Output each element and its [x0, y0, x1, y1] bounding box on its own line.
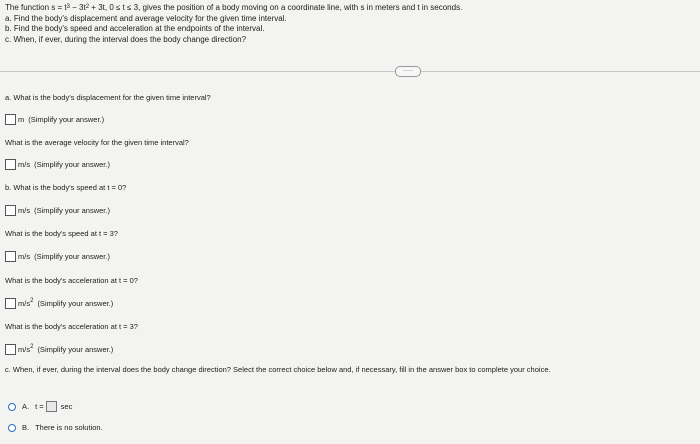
hint-text: (Simplify your answer.) — [37, 299, 114, 308]
hint-text: (Simplify your answer.) — [34, 160, 110, 169]
answer-row-displacement — [5, 114, 104, 125]
unit-label: $m/s^2$ — [18, 344, 34, 354]
answer-row-acceleration-t3 — [5, 344, 113, 355]
choice-a-prefix: t = — [35, 402, 44, 411]
question-speed-t3: What is the body's speed at t = 3? — [5, 229, 118, 238]
problem-part-a: a. Find the body's displacement and average velocity for the given time interval. — [5, 13, 287, 23]
hint-text: (Simplify your answer.) — [34, 206, 110, 215]
expand-more-button[interactable]: ····· — [395, 66, 421, 77]
section-divider — [0, 71, 700, 72]
question-acceleration-t0: What is the body's acceleration at t = 0? — [5, 276, 138, 285]
answer-row-speed-t0 — [5, 205, 110, 216]
answer-row-acceleration-t0 — [5, 298, 113, 309]
question-average-velocity: What is the average velocity for the given time interval? — [5, 138, 189, 147]
speed-t3-input[interactable] — [5, 251, 16, 262]
choice-a[interactable] — [8, 401, 72, 412]
choice-b[interactable] — [8, 423, 103, 432]
choice-a-unit: sec — [60, 402, 73, 411]
hint-text: (Simplify your answer.) — [37, 345, 114, 354]
unit-label: $m/s^2$ — [18, 298, 34, 308]
answer-row-speed-t3 — [5, 251, 110, 262]
question-acceleration-t3: What is the body's acceleration at t = 3? — [5, 322, 138, 331]
choice-a-radio[interactable] — [8, 403, 16, 411]
time-input[interactable] — [46, 401, 57, 412]
choice-b-text: There is no solution. — [35, 423, 103, 432]
choice-b-radio[interactable] — [8, 424, 16, 432]
unit-label: m/s — [18, 206, 31, 215]
speed-t0-input[interactable] — [5, 205, 16, 216]
question-speed-t0: b. What is the body's speed at t = 0? — [5, 183, 127, 192]
choice-b-label: B. — [22, 423, 30, 432]
acceleration-t0-input[interactable] — [5, 298, 16, 309]
average-velocity-input[interactable] — [5, 159, 16, 170]
question-change-direction: c. When, if ever, during the interval does the body change direction? Select the correct choice below and, if necessary, fill in the answer box to complete your choice. — [5, 365, 551, 374]
problem-intro: The function $s = t^3 - 3t^2 + 3t$, 0 ≤ t ≤ 3, gives the position of a body moving on a coordinate line, with s in meters and t in seconds. — [5, 3, 463, 12]
hint-text: (Simplify your answer.) — [28, 115, 105, 124]
problem-part-b: b. Find the body's speed and acceleration at the endpoints of the interval. — [5, 24, 265, 33]
acceleration-t3-input[interactable] — [5, 344, 16, 355]
problem-statement — [5, 3, 462, 45]
unit-label: m — [18, 115, 25, 124]
problem-part-c: c. When, if ever, during the interval does the body change direction? — [5, 34, 247, 44]
answer-row-average-velocity — [5, 159, 110, 170]
question-displacement: a. What is the body's displacement for the given time interval? — [5, 93, 211, 102]
choice-a-label: A. — [22, 402, 30, 411]
unit-label: m/s — [18, 160, 31, 169]
unit-label: m/s — [18, 252, 31, 261]
hint-text: (Simplify your answer.) — [34, 252, 110, 261]
displacement-input[interactable] — [5, 114, 16, 125]
